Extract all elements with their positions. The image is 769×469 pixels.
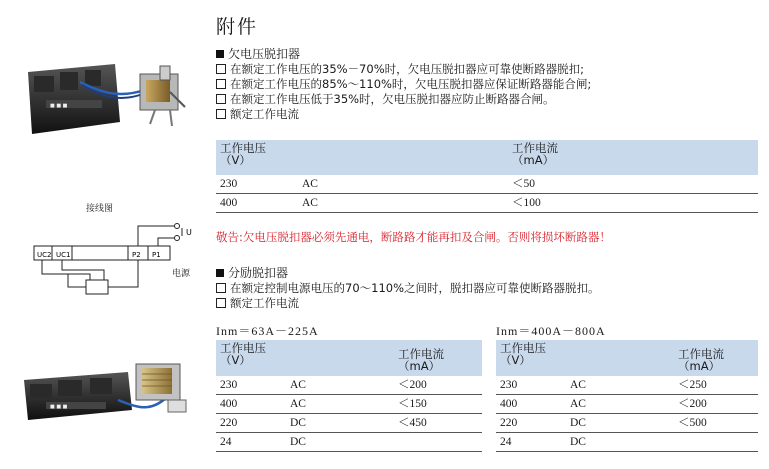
- table-row: 230 AC ＜200: [216, 376, 482, 395]
- table-row: 400 AC ＜100: [216, 194, 758, 213]
- terminal-uc2: UC2: [37, 251, 52, 259]
- page-title: 附件: [216, 16, 259, 38]
- undervoltage-release-bullets: [216, 62, 591, 122]
- shunt-release-photo: [18, 350, 218, 430]
- square-bullet-icon: [216, 269, 224, 277]
- bullet-item: 在额定工作电压低于35%时，欠电压脱扣器应防止断路器合闸。: [216, 92, 591, 107]
- shunt-release-bullets: [216, 281, 600, 311]
- checkbox-square-icon: [216, 283, 226, 293]
- table-row: 230 AC ＜50: [216, 175, 758, 194]
- current-header: 工作电流 （mA）: [508, 140, 758, 175]
- svg-text:■ ■ ■: ■ ■ ■: [50, 103, 68, 109]
- bullet-item: 在额定控制电源电压的70～110%之间时，脱扣器应可靠使断路器脱扣。: [216, 281, 600, 296]
- bullet-item: 额定工作电流: [216, 107, 591, 122]
- voltage-header: 工作电压 （V）: [496, 340, 674, 376]
- svg-text:■ ■ ■: ■ ■ ■: [50, 404, 68, 410]
- table-row: 400 AC ＜200: [496, 395, 758, 414]
- bullet-item: 在额定工作电压的85%～110%时，欠电压脱扣器应保证断路器能合闸;: [216, 77, 591, 92]
- undervoltage-release-heading: 欠电压脱扣器: [216, 45, 300, 62]
- table-row: 220 DC ＜500: [496, 414, 758, 433]
- power-label: 电源: [172, 269, 191, 279]
- terminal-uc1: UC1: [56, 251, 71, 259]
- shunt-current-table-large: [496, 340, 758, 452]
- terminal-p1: P1: [152, 251, 161, 259]
- square-bullet-icon: [216, 50, 224, 58]
- table-row: 230 AC ＜250: [496, 376, 758, 395]
- voltage-u-label: U: [186, 228, 192, 237]
- table-row: 24 DC: [496, 433, 758, 452]
- table-row: 400 AC ＜150: [216, 395, 482, 414]
- current-header: 工作电流 （mA）: [674, 340, 758, 376]
- current-header: 工作电流 （mA）: [394, 340, 482, 376]
- voltage-header: 工作电压 （V）: [216, 140, 508, 175]
- undervoltage-current-table: [216, 140, 758, 213]
- wiring-diagram-caption: 接线图: [86, 204, 114, 214]
- table-row: 220 DC ＜450: [216, 414, 482, 433]
- voltage-header: 工作电压 （V）: [216, 340, 394, 376]
- table-row: 24 DC: [216, 433, 482, 452]
- terminal-p2: P2: [132, 251, 141, 259]
- range-label-small: Inm＝63A－225A: [216, 324, 319, 338]
- warning-text: 敬告:欠电压脱扣器必须先通电，断路路才能再扣及合闸。否则将损坏断路器！: [216, 230, 611, 244]
- checkbox-square-icon: [216, 79, 226, 89]
- undervoltage-release-photo: [20, 52, 220, 152]
- bullet-item: 在额定工作电压的35%－70%时，欠电压脱扣器应可靠使断路器脱扣;: [216, 62, 591, 77]
- shunt-release-heading: 分励脱扣器: [216, 264, 288, 281]
- checkbox-square-icon: [216, 64, 226, 74]
- shunt-current-table-small: [216, 340, 482, 452]
- checkbox-square-icon: [216, 298, 226, 308]
- range-label-large: Inm＝400A－800A: [496, 324, 606, 338]
- wiring-diagram: [32, 218, 202, 300]
- bullet-item: 额定工作电流: [216, 296, 600, 311]
- checkbox-square-icon: [216, 109, 226, 119]
- checkbox-square-icon: [216, 94, 226, 104]
